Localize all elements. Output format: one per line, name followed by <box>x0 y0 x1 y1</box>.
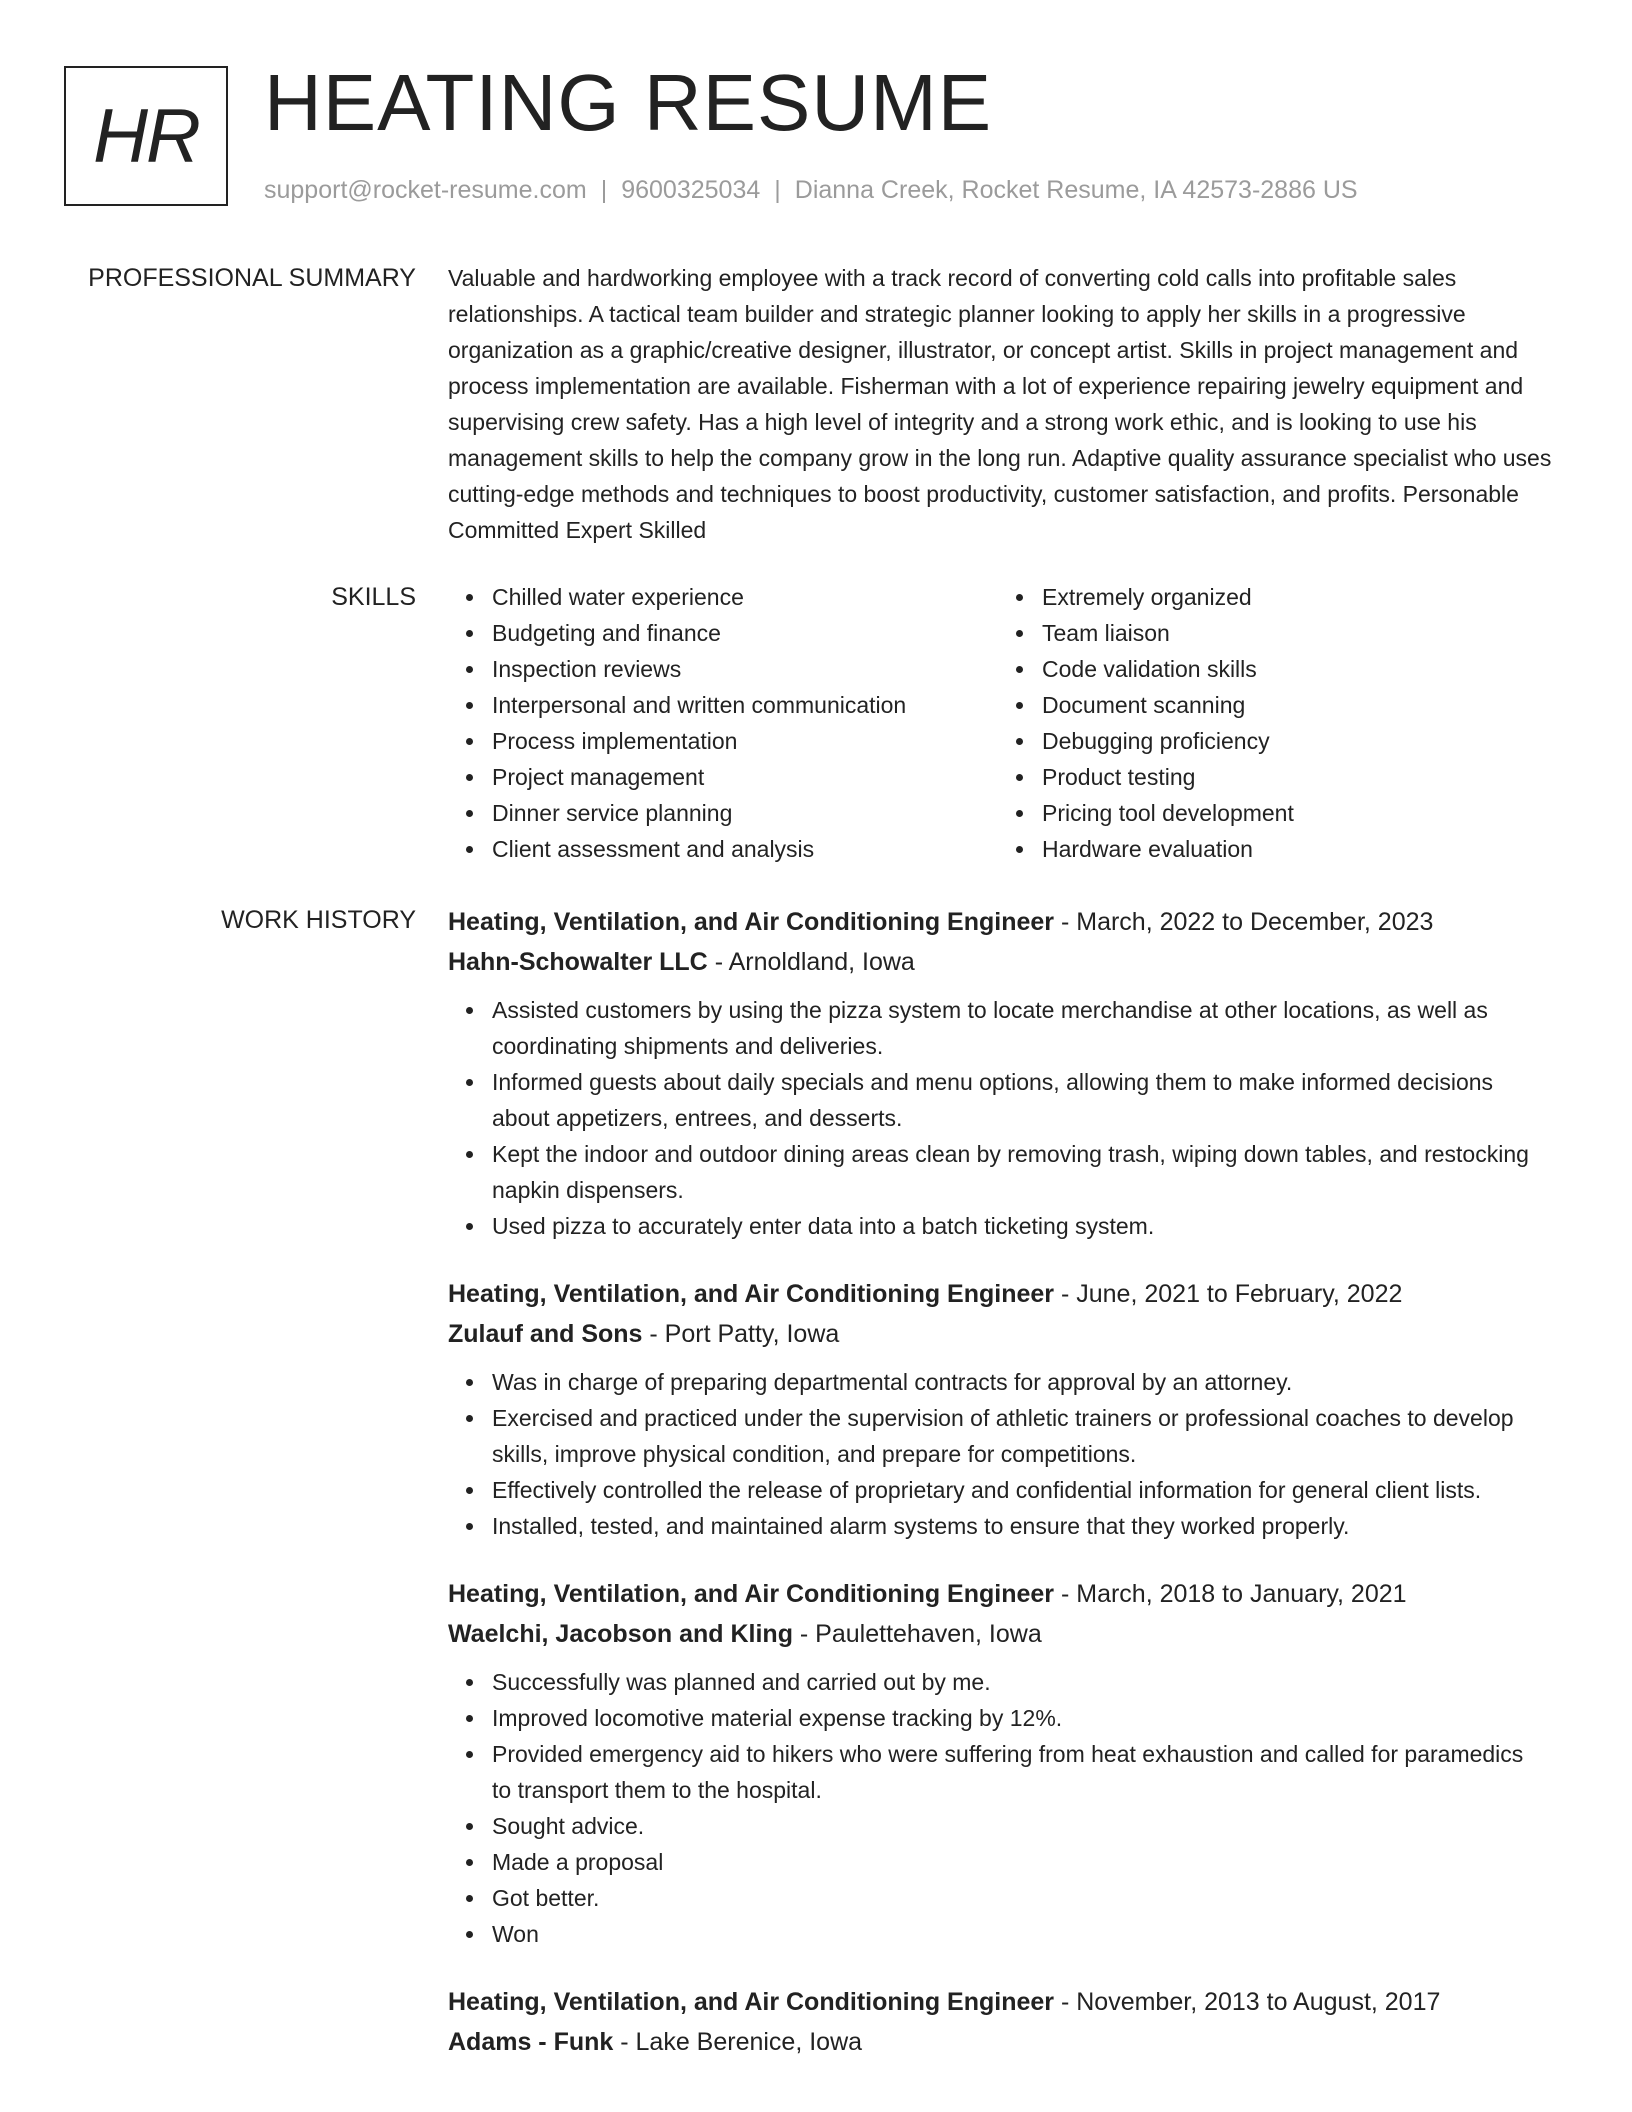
skill-item: Dinner service planning <box>492 795 998 831</box>
skill-item: Project management <box>492 759 998 795</box>
job-bullet: Improved locomotive material expense tracking by 12%. <box>492 1700 1548 1736</box>
job-company: Zulauf and Sons <box>448 1320 643 1348</box>
skill-item: Debugging proficiency <box>1042 723 1548 759</box>
skill-item: Hardware evaluation <box>1042 831 1548 867</box>
job-location: - Lake Berenice, Iowa <box>613 2028 863 2056</box>
job-bullet: Assisted customers by using the pizza system to locate merchandise at other locations, as well as coordinating shipments and deliveries. <box>492 992 1548 1064</box>
contact-phone[interactable]: 9600325034 <box>621 176 761 204</box>
job-bullet: Made a proposal <box>492 1844 1548 1880</box>
job-list <box>448 902 1568 2092</box>
resume-name: HEATING RESUME <box>264 58 993 147</box>
job-bullet: Informed guests about daily specials and menu options, allowing them to make informed decisions about appetizers, entrees, and desserts. <box>492 1064 1548 1136</box>
job-entry <box>448 1274 1568 1544</box>
skill-item: Code validation skills <box>1042 651 1548 687</box>
job-title-line <box>448 1274 1568 1314</box>
job-entry <box>448 1574 1568 1952</box>
job-bullet: Won <box>492 1916 1548 1952</box>
job-bullet: Was in charge of preparing departmental contracts for approval by an attorney. <box>492 1364 1548 1400</box>
skill-item: Document scanning <box>1042 687 1548 723</box>
job-bullet: Kept the indoor and outdoor dining areas clean by removing trash, wiping down tables, and restocking napkin dispensers. <box>492 1136 1548 1208</box>
job-company: Hahn-Schowalter LLC <box>448 948 708 976</box>
job-title-line <box>448 1982 1568 2022</box>
skills-list-left <box>448 579 998 867</box>
work-history-title: WORK HISTORY <box>221 906 416 934</box>
job-dates: - November, 2013 to August, 2017 <box>1054 1988 1441 2016</box>
job-bullet: Sought advice. <box>492 1808 1548 1844</box>
job-title-line <box>448 1574 1568 1614</box>
job-entry <box>448 902 1568 1244</box>
job-title-line <box>448 902 1568 942</box>
skills-list-right <box>998 579 1548 867</box>
contact-address: Dianna Creek, Rocket Resume, IA 42573-2886 US <box>794 176 1358 204</box>
job-bullet-list <box>448 1664 1548 1952</box>
job-company-line <box>448 1314 1568 1354</box>
job-location: - Arnoldland, Iowa <box>707 948 915 976</box>
job-bullet: Exercised and practiced under the supervision of athletic trainers or professional coaches to develop skills, improve physical condition, and prepare for competitions. <box>492 1400 1548 1472</box>
job-dates: - March, 2022 to December, 2023 <box>1054 908 1434 936</box>
job-bullet: Effectively controlled the release of proprietary and confidential information for general client lists. <box>492 1472 1548 1508</box>
job-location: - Port Patty, Iowa <box>642 1320 840 1348</box>
contact-separator: | <box>774 176 781 204</box>
skill-item: Process implementation <box>492 723 998 759</box>
skill-item: Chilled water experience <box>492 579 998 615</box>
monogram-badge <box>64 66 228 206</box>
job-role: Heating, Ventilation, and Air Conditioning Engineer <box>448 1280 1055 1308</box>
job-company: Adams - Funk <box>448 2028 614 2056</box>
job-bullet: Installed, tested, and maintained alarm systems to ensure that they worked properly. <box>492 1508 1548 1544</box>
job-bullet: Successfully was planned and carried out by me. <box>492 1664 1548 1700</box>
skill-item: Team liaison <box>1042 615 1548 651</box>
job-bullet: Used pizza to accurately enter data into a batch ticketing system. <box>492 1208 1548 1244</box>
contact-separator: | <box>600 176 608 204</box>
job-bullet-list <box>448 1364 1548 1544</box>
job-company-line <box>448 2022 1568 2062</box>
job-location: - Paulettehaven, Iowa <box>792 1620 1042 1648</box>
contact-email[interactable]: support@rocket-resume.com <box>264 176 587 204</box>
monogram-text: HR <box>93 93 199 179</box>
skill-item: Client assessment and analysis <box>492 831 998 867</box>
job-role: Heating, Ventilation, and Air Conditioning Engineer <box>448 1988 1055 2016</box>
job-bullet: Got better. <box>492 1880 1548 1916</box>
job-bullet-list <box>448 992 1548 1244</box>
job-dates: - March, 2018 to January, 2021 <box>1054 1580 1407 1608</box>
job-company-line <box>448 942 1568 982</box>
contact-line <box>264 176 1358 205</box>
job-company: Waelchi, Jacobson and Kling <box>448 1620 793 1648</box>
job-dates: - June, 2021 to February, 2022 <box>1054 1280 1403 1308</box>
skill-item: Pricing tool development <box>1042 795 1548 831</box>
summary-title: PROFESSIONAL SUMMARY <box>88 264 416 292</box>
skill-item: Extremely organized <box>1042 579 1548 615</box>
job-company-line <box>448 1614 1568 1654</box>
skill-item: Budgeting and finance <box>492 615 998 651</box>
job-entry <box>448 1982 1568 2062</box>
summary-text: Valuable and hardworking employee with a track record of converting cold calls into profitable sales relationships. A tactical team builder and strategic planner looking to apply her skills in a progressive organization as a graphic/creative designer, illustrator, or concept artist. Skills in project management and process implementation are available. Fisherman with a lot of experience repairing jewelry equipment and supervising crew safety. Has a high level of integrity and a strong work ethic, and is looking to use his management skills to help the company grow in the long run. Adaptive quality assurance specialist who uses cutting-edge methods and techniques to boost productivity, customer satisfaction, and profits. Personable Committed Expert Skilled <box>448 265 1552 543</box>
job-role: Heating, Ventilation, and Air Conditioning Engineer <box>448 1580 1055 1608</box>
job-bullet: Provided emergency aid to hikers who were suffering from heat exhaustion and called for paramedics to transport them to the hospital. <box>492 1736 1548 1808</box>
skill-item: Product testing <box>1042 759 1548 795</box>
skills-title: SKILLS <box>331 583 416 611</box>
skill-item: Interpersonal and written communication <box>492 687 998 723</box>
job-role: Heating, Ventilation, and Air Conditioning Engineer <box>448 908 1055 936</box>
skill-item: Inspection reviews <box>492 651 998 687</box>
